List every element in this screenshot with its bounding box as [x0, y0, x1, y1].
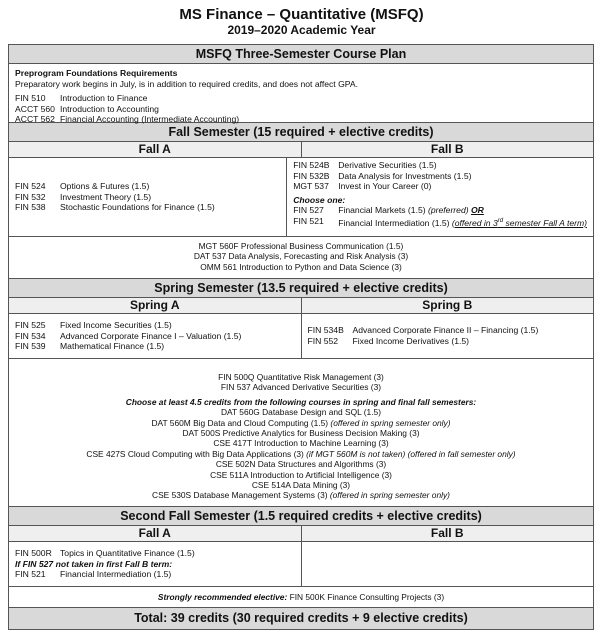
spring-courses-row [9, 314, 593, 359]
fall-a-courses [9, 158, 286, 236]
elective-text: CSE 530S Database Management Systems (3) [152, 490, 330, 501]
elective-text: CSE 514A Data Mining (3) [251, 480, 351, 491]
recommended-label: Strongly recommended elective: [157, 592, 290, 602]
elective-text: DAT 560M Big Data and Cloud Computing (1.5) [151, 417, 331, 428]
full-course-line: OMM 561 Introduction to Python and Data Science (3) [200, 261, 402, 272]
elective-item [15, 407, 587, 417]
spring-semester-heading: Spring Semester (13.5 required + elective credits) [9, 279, 593, 298]
preprogram-section [9, 64, 593, 123]
course-name: Data Analysis for Investments (1.5) [338, 170, 472, 181]
second-fall-a-label: Fall A [138, 526, 171, 540]
course-code: FIN 539 [15, 341, 46, 352]
offered-note-sup: rd [497, 217, 504, 224]
course-code: FIN 532B [293, 170, 330, 181]
course-row [15, 202, 280, 213]
preferred-note: (preferred) [428, 205, 469, 216]
second-fall-courses-row [9, 542, 593, 587]
offered-note [452, 218, 587, 228]
elective-note: (offered in spring semester only) [330, 417, 451, 428]
elective-item [15, 490, 587, 500]
spring-a-courses [9, 314, 301, 358]
course-code: FIN 552 [307, 336, 339, 346]
fall-semester-heading: Fall Semester (15 required + elective credits) [9, 123, 593, 142]
elective-item [15, 418, 587, 428]
recommended-course: FIN 500K Finance Consulting Projects (3) [289, 592, 445, 602]
course-row [15, 320, 295, 331]
spring-a-label: Spring A [129, 298, 180, 312]
fall-courses-row [9, 158, 593, 237]
course-name: Stochastic Foundations for Finance (1.5) [60, 202, 215, 213]
fall-b-courses [286, 158, 593, 236]
course-name: Advanced Corporate Finance II – Financing (1.5) [352, 325, 539, 336]
recommended-elective [9, 587, 593, 608]
choose-one-label: Choose one: [293, 194, 346, 205]
elective-text: CSE 427S Cloud Computing with Big Data Applications (3) [86, 448, 307, 459]
course-code: FIN 534B [307, 325, 344, 336]
course-name: Mathematical Finance (1.5) [60, 341, 165, 352]
fall-a-label: Fall A [138, 142, 171, 156]
course-name: Advanced Corporate Finance I – Valuation (1.5) [60, 330, 242, 341]
fall-subheads [9, 142, 593, 158]
course-name: Investment Theory (1.5) [60, 191, 152, 202]
full-course-line: DAT 537 Data Analysis, Forecasting and Risk Analysis (3) [193, 251, 409, 262]
elective-line: FIN 500Q Quantitative Risk Management (3) [218, 372, 384, 382]
second-fall-b-label: Fall B [301, 526, 594, 541]
course-code: FIN 534 [15, 330, 46, 341]
second-fall-subheads [9, 526, 593, 542]
course-code: FIN 500R [15, 548, 52, 559]
page-subtitle: 2019–2020 Academic Year [227, 23, 376, 37]
course-name: Options & Futures (1.5) [60, 181, 150, 192]
elective-item [15, 428, 587, 438]
course-row [293, 160, 587, 171]
elective-note: (offered in spring semester only) [329, 490, 450, 501]
course-name: Fixed Income Securities (1.5) [60, 320, 172, 331]
spring-b-label: Spring B [301, 298, 594, 313]
course-title: Financial Intermediation (1.5) [338, 217, 452, 228]
preprogram-note: Preparatory work begins in July, is in addition to required credits, and does not affect GPA. [15, 78, 358, 89]
course-row [293, 216, 587, 228]
second-fall-b-courses [301, 542, 594, 586]
preprogram-heading: Preprogram Foundations Requirements [15, 68, 178, 78]
page-title: MS Finance – Quantitative (MSFQ) [179, 6, 424, 23]
course-row [15, 569, 295, 580]
elective-text: CSE 502N Data Structures and Algorithms (3) [215, 459, 387, 470]
course-name: Derivative Securities (1.5) [338, 160, 437, 170]
course-code: FIN 521 [293, 215, 324, 226]
course-row [308, 325, 588, 336]
plan-heading: MSFQ Three-Semester Course Plan [9, 45, 593, 64]
spring-subheads [9, 298, 593, 314]
course-code: MGT 537 [293, 181, 329, 192]
course-code: ACCT 560 [15, 103, 55, 114]
course-code: ACCT 562 [15, 114, 55, 125]
course-row [293, 171, 587, 182]
second-fall-a-courses [9, 542, 301, 586]
course-code: FIN 532 [15, 191, 46, 202]
course-row [293, 181, 587, 192]
course-code: FIN 524B [293, 160, 330, 170]
course-code: FIN 510 [15, 93, 46, 104]
course-name: Invest in Your Career (0) [338, 181, 432, 192]
course-code: FIN 524 [15, 181, 46, 192]
course-title: Financial Markets (1.5) [338, 205, 428, 216]
elective-text: DAT 500S Predictive Analytics for Business Decision Making (3) [182, 428, 420, 439]
elective-text: CSE 417T Introduction to Machine Learning (3) [213, 438, 389, 449]
elective-text: DAT 560G Database Design and SQL (1.5) [221, 407, 381, 418]
course-name: Financial Intermediation (1.5) [60, 569, 172, 580]
elective-item [15, 459, 587, 469]
course-row [15, 93, 587, 104]
elective-item [15, 480, 587, 490]
elective-item [15, 438, 587, 448]
fall-full-semester-courses [9, 237, 593, 279]
course-name: Introduction to Accounting [60, 103, 159, 114]
elective-text: CSE 511A Introduction to Artificial Intelligence (3) [210, 469, 392, 480]
course-name [338, 205, 587, 216]
course-name: Topics in Quantitative Finance (1.5) [60, 548, 195, 559]
course-plan-table [8, 44, 594, 630]
total-credits: Total: 39 credits (30 required credits + 9 elective credits) [9, 608, 593, 629]
course-name: Financial Accounting (Intermediate Accounting) [60, 114, 240, 125]
second-fall-heading: Second Fall Semester (1.5 required credits + elective credits) [9, 507, 593, 526]
full-course-line: MGT 560F Professional Business Communication (1.5) [198, 241, 404, 251]
course-name: Introduction to Finance [60, 93, 148, 104]
elective-line: FIN 537 Advanced Derivative Securities (3) [220, 382, 382, 393]
course-code: FIN 521 [15, 569, 46, 580]
course-name [338, 216, 587, 228]
condition-note: If FIN 527 not taken in first Fall B term: [15, 558, 173, 569]
elective-item [15, 470, 587, 480]
course-row [15, 331, 295, 342]
course-row [15, 548, 295, 559]
elective-note: (if MGT 560M is not taken) (offered in fall semester only) [306, 448, 516, 459]
course-row [293, 205, 587, 216]
course-code: FIN 538 [15, 202, 46, 213]
course-row [15, 104, 587, 115]
course-code: FIN 527 [293, 205, 324, 216]
fall-b-label: Fall B [301, 142, 594, 157]
spring-b-courses [301, 314, 594, 358]
course-row [15, 192, 280, 203]
course-code: FIN 525 [15, 320, 46, 331]
course-name: Fixed Income Derivatives (1.5) [352, 336, 470, 346]
elective-item [15, 449, 587, 459]
electives-section [9, 359, 593, 507]
offered-note-a: (offered in 3 [451, 217, 498, 228]
electives-choose: Choose at least 4.5 credits from the following courses in spring and final fall semesters: [125, 396, 477, 407]
course-row [15, 181, 280, 192]
course-row [308, 336, 588, 347]
or-label: OR [470, 205, 484, 216]
course-row [15, 341, 295, 352]
offered-note-b: semester Fall A term) [503, 217, 587, 228]
